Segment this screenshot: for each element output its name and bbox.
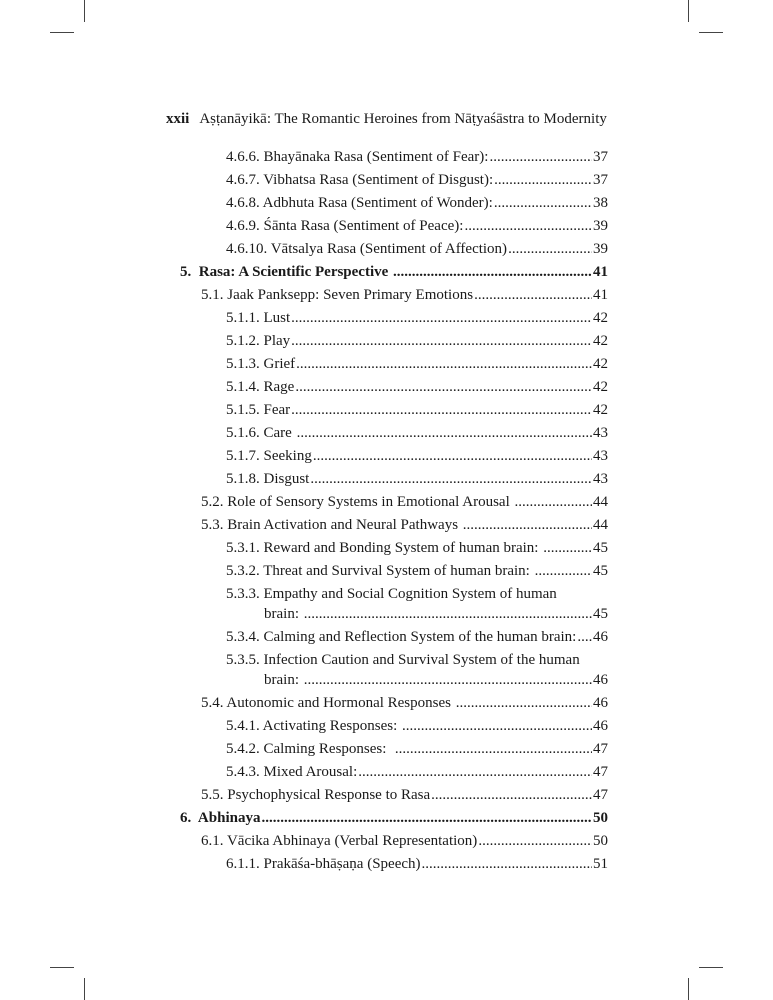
- crop-mark: [50, 32, 74, 33]
- toc-entry: 5.4. Autonomic and Hormonal Responses ..... 46: [201, 692, 608, 715]
- toc-entry: 5.1.8. Disgust ..... 43: [226, 468, 608, 491]
- toc-entry: 5.3.2. Threat and Survival System of human brain: ..... 45: [226, 560, 608, 583]
- toc-entry: 5.1.4. Rage ..... 42: [226, 376, 608, 399]
- book-title: Aṣṭanāyikā: The Romantic Heroines from Nāṭyaśāstra to Modernity: [199, 111, 607, 127]
- toc-entry: brain: ..... 46: [264, 669, 608, 692]
- crop-mark: [688, 0, 689, 22]
- toc-entry: 5.3. Brain Activation and Neural Pathways ..... 44: [201, 514, 608, 537]
- toc-entry: 5.4.2. Calming Responses: ..... 47: [226, 738, 608, 761]
- toc-entry-text: 5.3.5. Infection Caution and Survival System of the human: [226, 652, 580, 668]
- toc-entry: 5.1.2. Play ..... 42: [226, 330, 608, 353]
- crop-mark: [84, 0, 85, 22]
- toc-entry: 4.6.9. Śānta Rasa (Sentiment of Peace): ..... 39: [226, 215, 608, 238]
- crop-mark: [50, 967, 74, 968]
- toc-entry: 5.1.6. Care ..... 43: [226, 422, 608, 445]
- toc-chapter: 5. Rasa: A Scientific Perspective ..... 41: [180, 261, 608, 284]
- toc-entry: 4.6.8. Adbhuta Rasa (Sentiment of Wonder): ..... 38: [226, 192, 608, 215]
- toc-entry: 4.6.10. Vātsalya Rasa (Sentiment of Affection) ..... 39: [226, 238, 608, 261]
- toc-entry: 5.1.1. Lust ..... 42: [226, 307, 608, 330]
- toc-entry: 5.1.7. Seeking ..... 43: [226, 445, 608, 468]
- toc-entry: 4.6.7. Vibhatsa Rasa (Sentiment of Disgust): ..... 37: [226, 169, 608, 192]
- toc-entry: 5.1. Jaak Panksepp: Seven Primary Emotions ..... 41: [201, 284, 608, 307]
- running-header: [166, 111, 607, 128]
- toc-entry: 6.1. Vācika Abhinaya (Verbal Representation) ..... 50: [201, 830, 608, 853]
- toc-chapter: 6. Abhinaya ..... 50: [180, 807, 608, 830]
- crop-mark: [699, 32, 723, 33]
- toc-entry: 4.6.6. Bhayānaka Rasa (Sentiment of Fear): ..... 37: [226, 146, 608, 169]
- toc-entry: 5.1.3. Grief ..... 42: [226, 353, 608, 376]
- toc-entry: brain: ..... 45: [264, 603, 608, 626]
- toc-entry: 5.1.5. Fear ..... 42: [226, 399, 608, 422]
- crop-mark: [699, 967, 723, 968]
- crop-mark: [84, 978, 85, 1000]
- toc-entry: 5.4.3. Mixed Arousal: ..... 47: [226, 761, 608, 784]
- crop-mark: [688, 978, 689, 1000]
- toc-entry: 5.2. Role of Sensory Systems in Emotional Arousal ..... 44: [201, 491, 608, 514]
- toc-entry: 6.1.1. Prakāśa-bhāṣaṇa (Speech) ..... 51: [226, 853, 608, 876]
- page-number: xxii: [166, 111, 190, 127]
- toc-entry: 5.3.4. Calming and Reflection System of the human brain: ..... 46: [226, 626, 608, 649]
- toc-entry: 5.5. Psychophysical Response to Rasa ..... 47: [201, 784, 608, 807]
- toc-entry: 5.3.1. Reward and Bonding System of human brain: ..... 45: [226, 537, 608, 560]
- toc-entry-text: 5.3.3. Empathy and Social Cognition System of human: [226, 586, 557, 602]
- toc-entry: 5.4.1. Activating Responses: ..... 46: [226, 715, 608, 738]
